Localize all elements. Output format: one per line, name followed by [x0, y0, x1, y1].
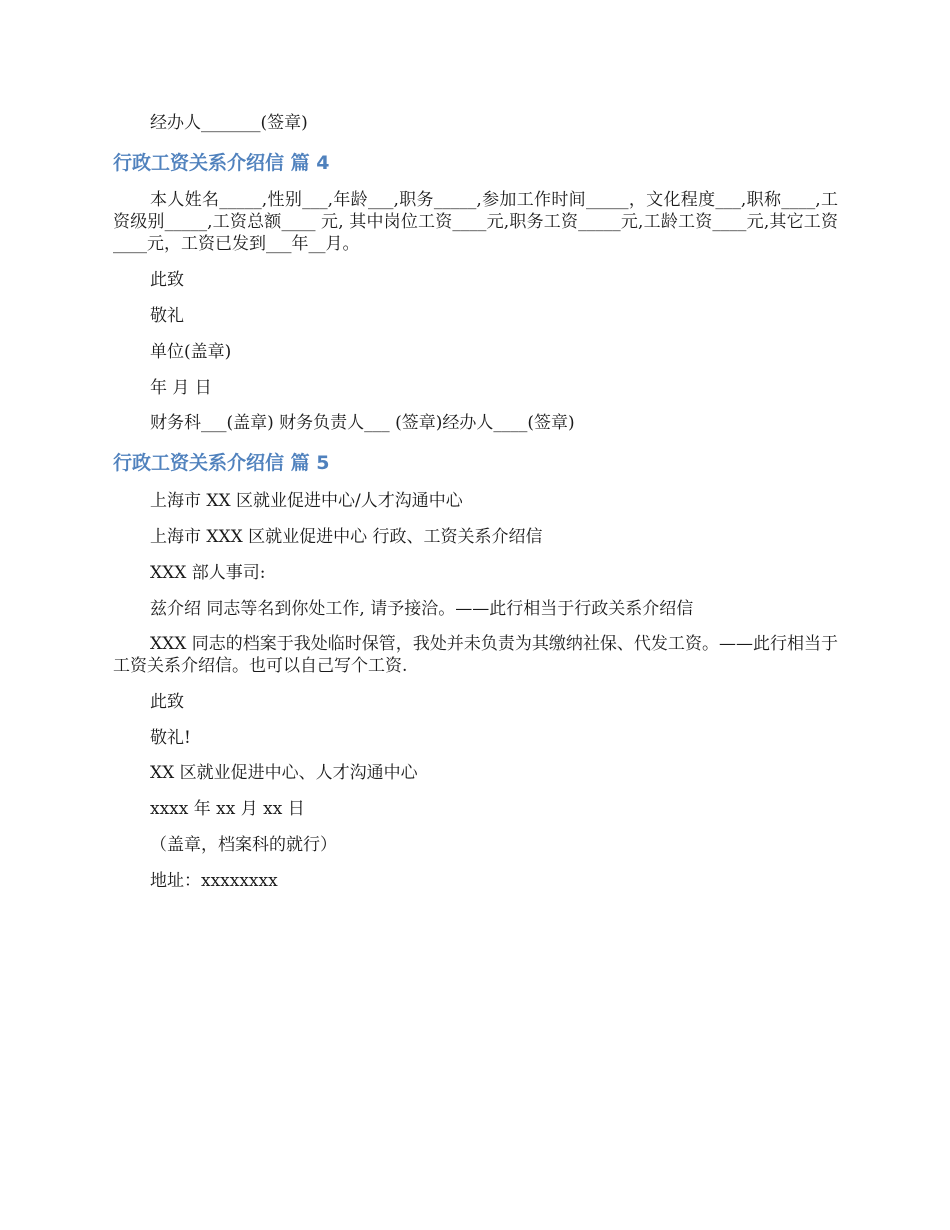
salutation-line: 敬礼! [150, 728, 191, 748]
recipient-line: XXX 部人事司: [150, 563, 266, 583]
date-line: xxxx 年 xx 月 xx 日 [150, 799, 305, 819]
unit-seal-line: 单位(盖章) [150, 342, 232, 362]
finance-signature-line: 财务科___(盖章) 财务负责人___ (签章)经办人____(签章) [150, 413, 575, 433]
introduction-line: 兹介绍 同志等名到你处工作, 请予接洽。——此行相当于行政关系介绍信 [150, 599, 694, 619]
closing-line: 此致 [150, 692, 184, 712]
center-name-line: 上海市 XX 区就业促进中心/人才沟通中心 [150, 491, 463, 511]
section-5-paragraph: XXX 同志的档案于我处临时保管，我处并未负责为其缴纳社保、代发工资。——此行相当于工资关系介绍信。也可以自己写个工资. [113, 634, 838, 676]
issuer-line: XX 区就业促进中心、人才沟通中心 [150, 763, 418, 783]
closing-line: 此致 [150, 270, 184, 290]
section-5-heading: 行政工资关系介绍信 篇 5 [113, 452, 330, 474]
seal-note-line: （盖章，档案科的就行） [150, 835, 337, 855]
address-line: 地址：xxxxxxxx [150, 871, 278, 891]
handler-signature-line: 经办人_______(签章) [150, 113, 308, 133]
letter-title-line: 上海市 XXX 区就业促进中心 行政、工资关系介绍信 [150, 527, 543, 547]
salutation-line: 敬礼 [150, 306, 184, 326]
date-line: 年 月 日 [150, 378, 212, 398]
section-4-paragraph: 本人姓名_____,性别___,年龄___,职务_____,参加工作时间_____，文化程度___,职称____,工资级别_____,工资总额____ 元, 其中岗位工资____元,职务工资_____元,工龄工资____元,其它工资 ____元，工资已发到___年__月。 [113, 190, 838, 254]
section-4-heading: 行政工资关系介绍信 篇 4 [113, 152, 330, 174]
